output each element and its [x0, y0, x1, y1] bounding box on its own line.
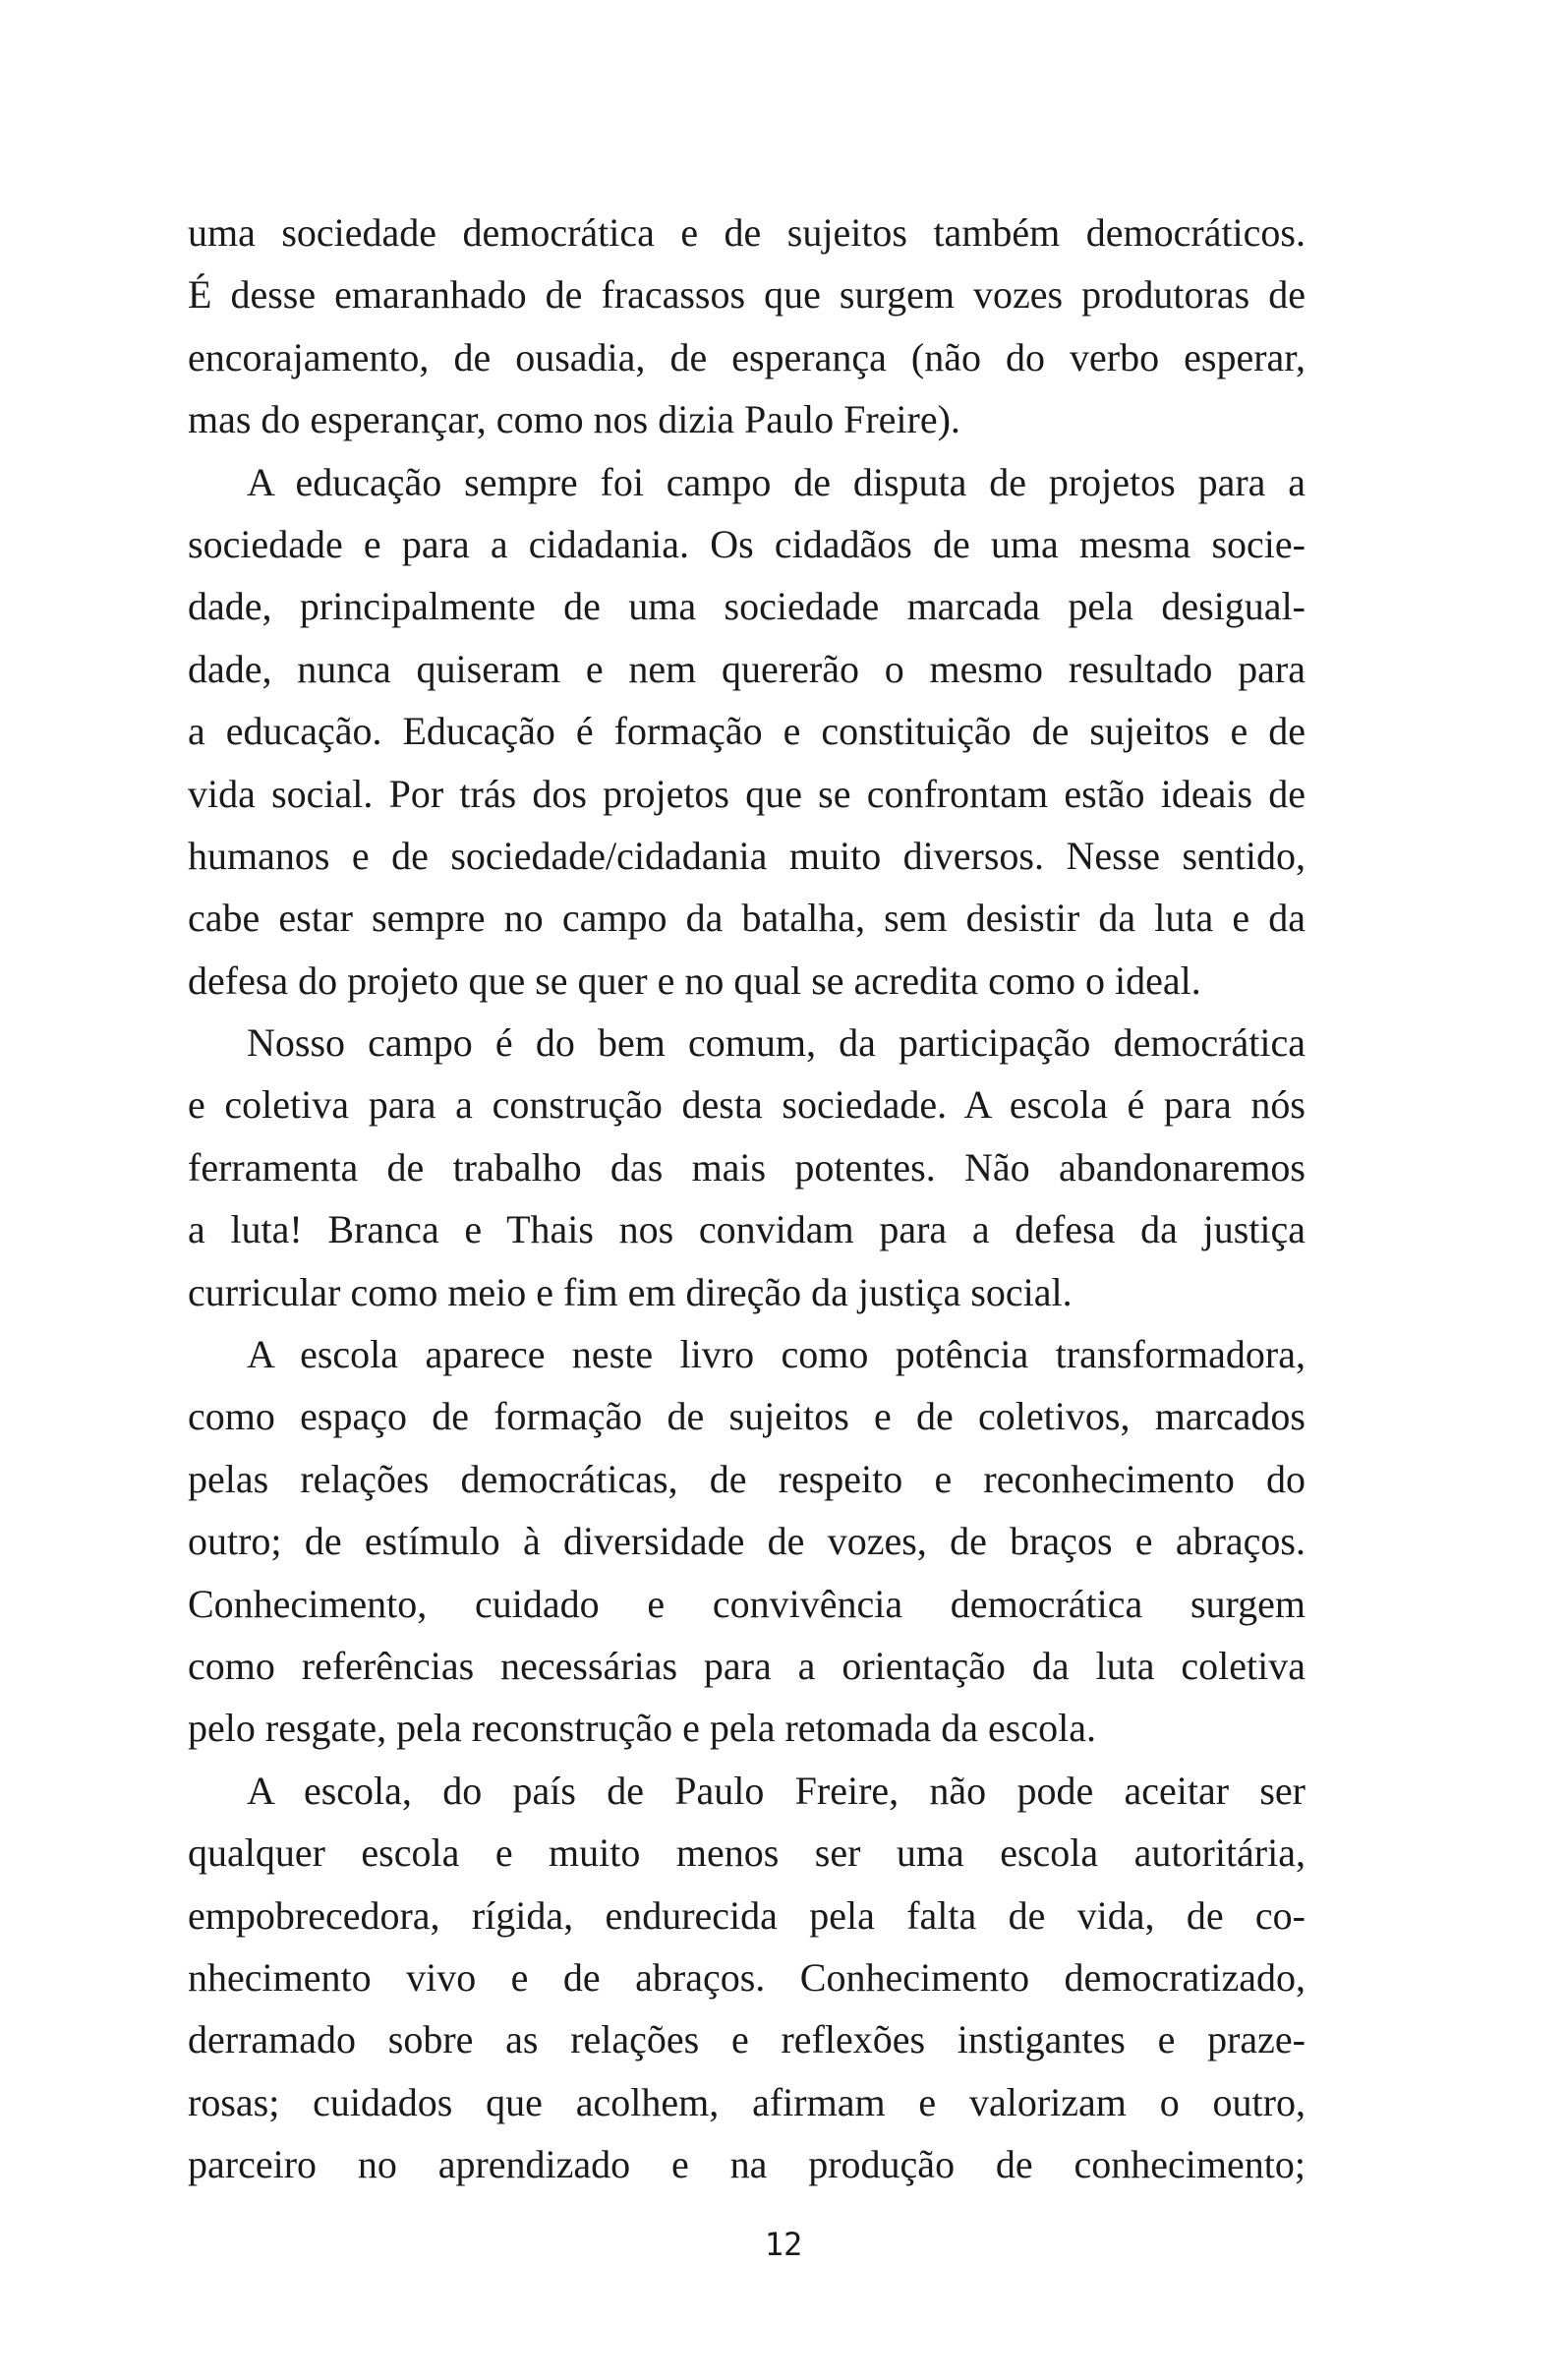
text-line: outro; de estímulo à diversidade de vozes, de braços e abraços.	[188, 1519, 1306, 1564]
text-line: humanos e de sociedade/cidadania muito diversos. Nesse sentido,	[188, 833, 1306, 878]
text-line: qualquer escola e muito menos ser uma escola autoritária,	[188, 1830, 1306, 1876]
text-line: pelas relações democráticas, de respeito e reconhecimento do	[188, 1456, 1306, 1501]
paragraph	[188, 1760, 1306, 2196]
text-line: cabe estar sempre no campo da batalha, sem desistir da luta e da	[188, 896, 1306, 941]
text-line: dade, nunca quiseram e nem quererão o mesmo resultado para	[188, 646, 1306, 691]
paragraph	[188, 202, 1306, 451]
text-line: A escola, do país de Paulo Freire, não pode aceitar ser	[247, 1768, 1306, 1813]
text-line: mas do esperançar, como nos dizia Paulo Freire).	[188, 397, 960, 442]
page-number: 12	[764, 2226, 803, 2263]
text-line: a educação. Educação é formação e constituição de sujeitos e de	[188, 709, 1306, 754]
text-line: Conhecimento, cuidado e convivência democrática surgem	[188, 1581, 1306, 1626]
text-line: A educação sempre foi campo de disputa de projetos para a	[247, 459, 1306, 504]
paragraph	[188, 451, 1306, 1013]
text-line: como referências necessárias para a orientação da luta coletiva	[188, 1643, 1306, 1688]
text-line: É desse emaranhado de fracassos que surgem vozes produtoras de	[188, 272, 1306, 318]
paragraph	[188, 1012, 1306, 1323]
text-line: A escola aparece neste livro como potência transformadora,	[247, 1332, 1306, 1377]
text-line: sociedade e para a cidadania. Os cidadãos de uma mesma socie-	[188, 521, 1306, 566]
text-line: nhecimento vivo e de abraços. Conhecimento democratizado,	[188, 1954, 1306, 2000]
text-line: encorajamento, de ousadia, de esperança (não do verbo esperar,	[188, 334, 1306, 379]
text-line: derramado sobre as relações e reflexões instigantes e praze-	[188, 2017, 1306, 2062]
text-line: e coletiva para a construção desta sociedade. A escola é para nós	[188, 1082, 1306, 1128]
text-line: rosas; cuidados que acolhem, afirmam e valorizam o outro,	[188, 2079, 1306, 2124]
text-line: empobrecedora, rígida, endurecida pela falta de vida, de co-	[188, 1892, 1306, 1938]
text-line: a luta! Branca e Thais nos convidam para a defesa da justiça	[188, 1207, 1306, 1252]
text-line: Nosso campo é do bem comum, da participação democrática	[247, 1020, 1306, 1066]
text-line: pelo resgate, pela reconstrução e pela retomada da escola.	[188, 1706, 1096, 1751]
text-line: dade, principalmente de uma sociedade marcada pela desigual-	[188, 584, 1306, 629]
text-line: parceiro no aprendizado e na produção de conhecimento;	[188, 2142, 1306, 2187]
text-line: defesa do projeto que se quer e no qual se acredita como o ideal.	[188, 958, 1201, 1003]
paragraph	[188, 1323, 1306, 1760]
text-line: uma sociedade democrática e de sujeitos também democráticos.	[188, 210, 1306, 255]
text-line: curricular como meio e fim em direção da justiça social.	[188, 1269, 1073, 1314]
text-line: ferramenta de trabalho das mais potentes. Não abandonaremos	[188, 1144, 1306, 1190]
text-line: vida social. Por trás dos projetos que se confrontam estão ideais de	[188, 771, 1306, 816]
body-text	[188, 202, 1306, 2196]
text-line: como espaço de formação de sujeitos e de coletivos, marcados	[188, 1394, 1306, 1439]
